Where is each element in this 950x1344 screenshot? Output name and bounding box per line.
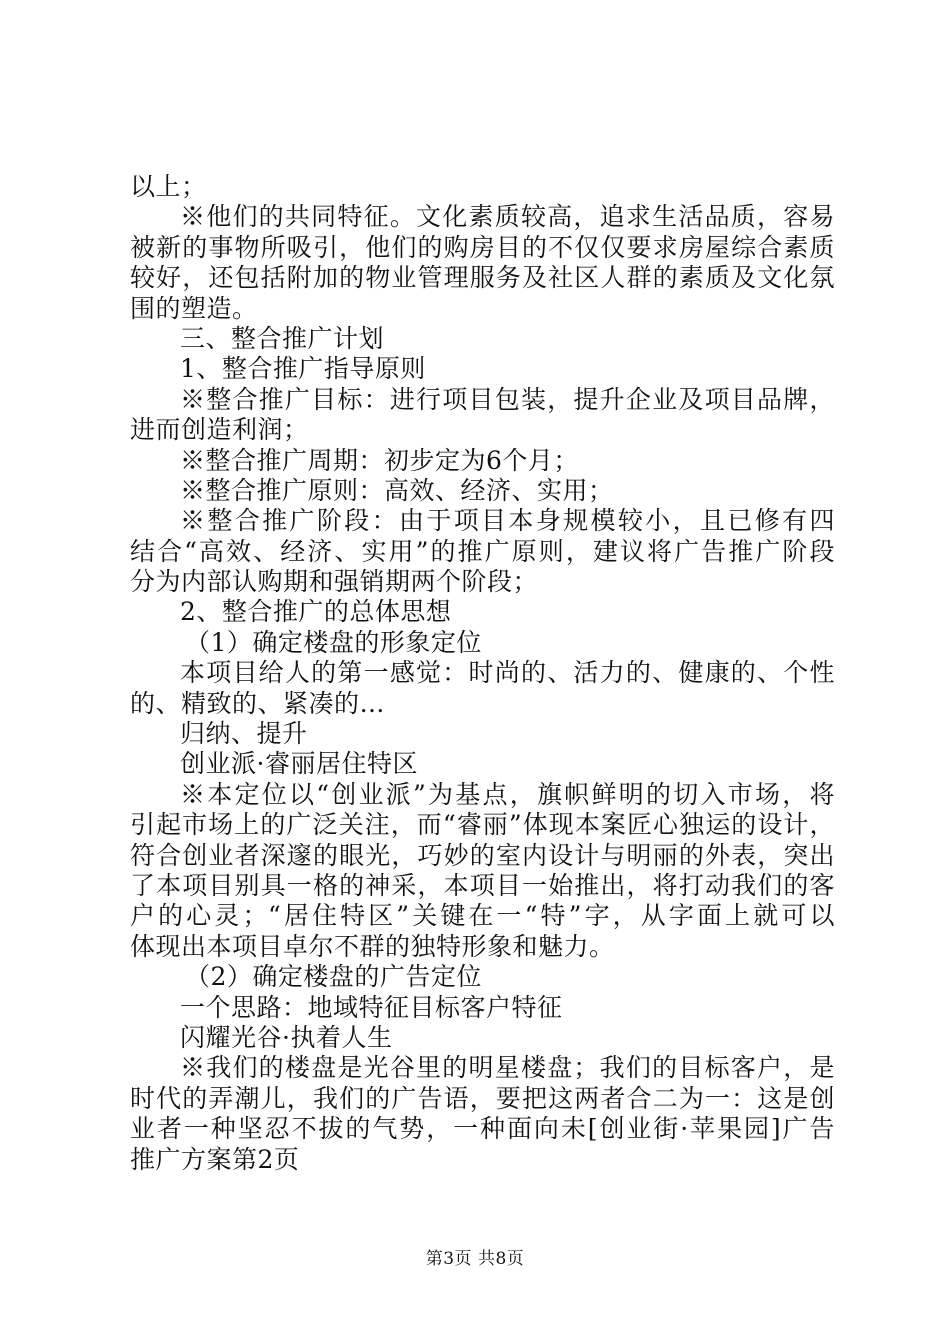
- text-line: 结合“高效、经济、实用”的推广原则，建议将广告推广阶段: [130, 536, 835, 566]
- text-line: 一个思路：地域特征目标客户特征: [180, 992, 563, 1022]
- text-line: 了本项目别具一格的神采，本项目一始推出，将打动我们的客: [130, 870, 835, 900]
- text-line: 时代的弄潮儿，我们的广告语，要把这两者合二为一：这是创: [130, 1083, 835, 1113]
- text-line: 以上；: [130, 172, 207, 201]
- text-line: 创业派·睿丽居住特区: [180, 749, 418, 779]
- text-line: ※整合推广阶段：由于项目本身规模较小，且已修有四: [180, 506, 835, 536]
- text-line: ※整合推广目标：进行项目包装，提升企业及项目品牌，: [180, 384, 835, 414]
- section-heading: 三、整合推广计划: [180, 323, 385, 353]
- body-text: [130, 172, 835, 1175]
- page-footer: 第3页 共8页: [425, 1249, 525, 1269]
- text-line: 被新的事物所吸引，他们的购房目的不仅仅要求房屋综合素质: [130, 232, 835, 262]
- text-line: 较好，还包括附加的物业管理服务及社区人群的素质及文化氛: [130, 263, 835, 293]
- text-line: 闪耀光谷·执着人生: [180, 1022, 393, 1052]
- subsection-heading: （2）确定楼盘的广告定位: [185, 962, 482, 992]
- text-line: 推广方案第2页: [130, 1144, 300, 1174]
- text-line: ※整合推广原则：高效、经济、实用；: [180, 475, 614, 505]
- text-line: ※他们的共同特征。文化素质较高，追求生活品质，容易: [180, 202, 835, 232]
- text-line: 符合创业者深邃的眼光，巧妙的室内设计与明丽的外表，突出: [130, 840, 835, 870]
- text-line: ※整合推广周期：初步定为6个月；: [180, 445, 579, 475]
- text-line: 分为内部认购期和强销期两个阶段；: [130, 567, 539, 597]
- text-line: ※我们的楼盘是光谷里的明星楼盘；我们的目标客户，是: [180, 1053, 835, 1083]
- subsection-heading: （1）确定楼盘的形象定位: [185, 627, 482, 657]
- text-line: 业者一种坚忍不拔的气势，一种面向未[创业街·苹果园]广告: [130, 1114, 835, 1144]
- text-line: 引起市场上的广泛关注，而“睿丽”体现本案匠心独运的设计，: [130, 810, 835, 840]
- text-line: ※本定位以“创业派”为基点，旗帜鲜明的切入市场，将: [180, 779, 835, 809]
- subsection-heading: 2、整合推广的总体思想: [180, 597, 452, 627]
- text-line: 围的塑造。: [130, 293, 258, 323]
- text-line: 本项目给人的第一感觉：时尚的、活力的、健康的、个性: [180, 658, 835, 688]
- subsection-heading: 1、整合推广指导原则: [180, 354, 426, 384]
- text-line: 户的心灵；“居住特区”关键在一“特”字，从字面上就可以: [130, 901, 835, 931]
- text-line: 的、精致的、紧凑的…: [130, 688, 386, 718]
- text-line: 体现出本项目卓尔不群的独特形象和魅力。: [130, 931, 615, 961]
- text-line: 进而创造利润；: [130, 415, 309, 445]
- text-line: 归纳、提升: [180, 719, 308, 749]
